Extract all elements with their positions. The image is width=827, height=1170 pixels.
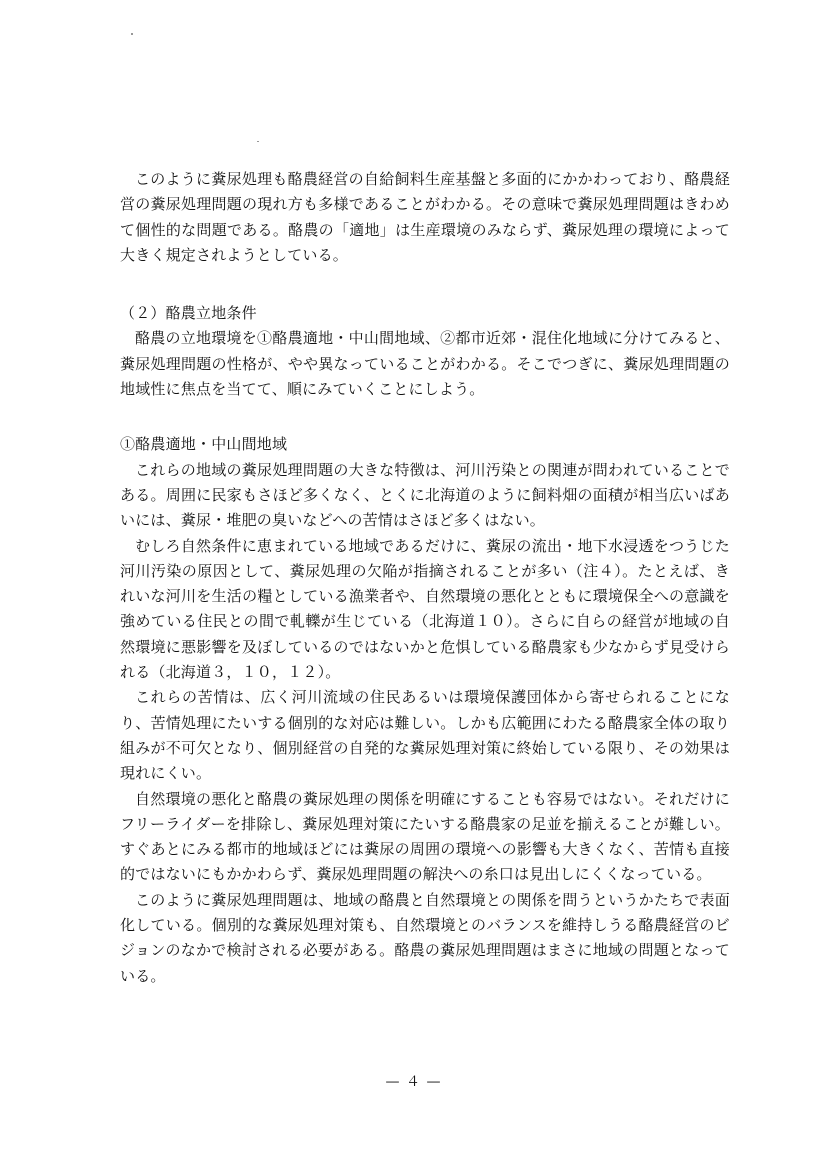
subsection-heading-1: ①酪農適地・中山間地域	[120, 435, 288, 454]
scan-speck	[131, 33, 133, 35]
page-number: — ４ —	[385, 1074, 442, 1090]
section-heading-2: （２）酪農立地条件	[120, 304, 257, 323]
subsection1-paragraph: これらの地域の糞尿処理問題の大きな特徴は、河川汚染との関連が問われていることである。周囲に民家もさほど多くなく、とくに北海道のように飼料畑の面積が相当広いばあいには、糞尿・堆肥の臭いなどへの苦情はさほど多くはない。	[120, 460, 730, 530]
section2-paragraph: 酪農の立地環境を①酪農適地・中山間地域、②都市近郊・混住化地域に分けてみると、糞尿処理問題の性格が、やや異なっていることがわかる。そこでつぎに、糞尿処理問題の地域性に焦点を当てて、順にみていくことにしよう。	[120, 329, 730, 399]
intro-paragraph: このように糞尿処理も酪農経営の自給飼料生産基盤と多面的にかかわっており、酪農経営の糞尿処理問題の現れ方も多様であることがわかる。その意味で糞尿処理問題はきわめて個性的な問題である。酪農の「適地」は生産環境のみならず、糞尿処理の環境によって大きく規定されようとしている。	[120, 170, 730, 264]
subsection1-paragraph: 自然環境の悪化と酪農の糞尿処理の関係を明確にすることも容易ではない。それだけにフリーライダーを排除し、糞尿処理対策にたいする酪農家の足並を揃えることが難しい。すぐあとにみる都市的地域ほどには糞尿の周囲の環境への影響も大きくなく、苦情も直接的ではないにもかかわらず、糞尿処理問題の解決への糸口は見出しにくくなっている。	[120, 789, 730, 884]
document-body	[120, 167, 730, 989]
subsection1-paragraph: むしろ自然条件に恵まれている地域であるだけに、糞尿の流出・地下水浸透をつうじた河川汚染の原因として、糞尿処理の欠陥が指摘されることが多い（注４）。たとえば、きれいな河川を生活の糧としている漁業者や、自然環境の悪化とともに環境保全への意識を強めている住民との間で軋轢が生じている（北海道１０）。さらに自らの経営が地域の自然環境に悪影響を及ぼしているのではないかと危惧している酪農家も少なからず見受けられる（北海道３，１０，１２）。	[120, 536, 730, 682]
subsection1-paragraph: これらの苦情は、広く河川流域の住民あるいは環境保護団体から寄せられることになり、苦情処理にたいする個別的な対応は難しい。しかも広範囲にわたる酪農家全体の取り組みが不可欠となり、個別経営の自発的な糞尿処理対策に終始している限り、その効果は現れにくい。	[120, 688, 730, 783]
subsection1-paragraph: このように糞尿処理問題は、地域の酪農と自然環境との関係を問うというかたちで表面化している。個別的な糞尿処理対策も、自然環境とのバランスを維持しうる酪農経営のビジョンのなかで検討される必要がある。酪農の糞尿処理問題はまさに地域の問題となっている。	[120, 890, 730, 985]
scan-speck	[257, 141, 259, 142]
